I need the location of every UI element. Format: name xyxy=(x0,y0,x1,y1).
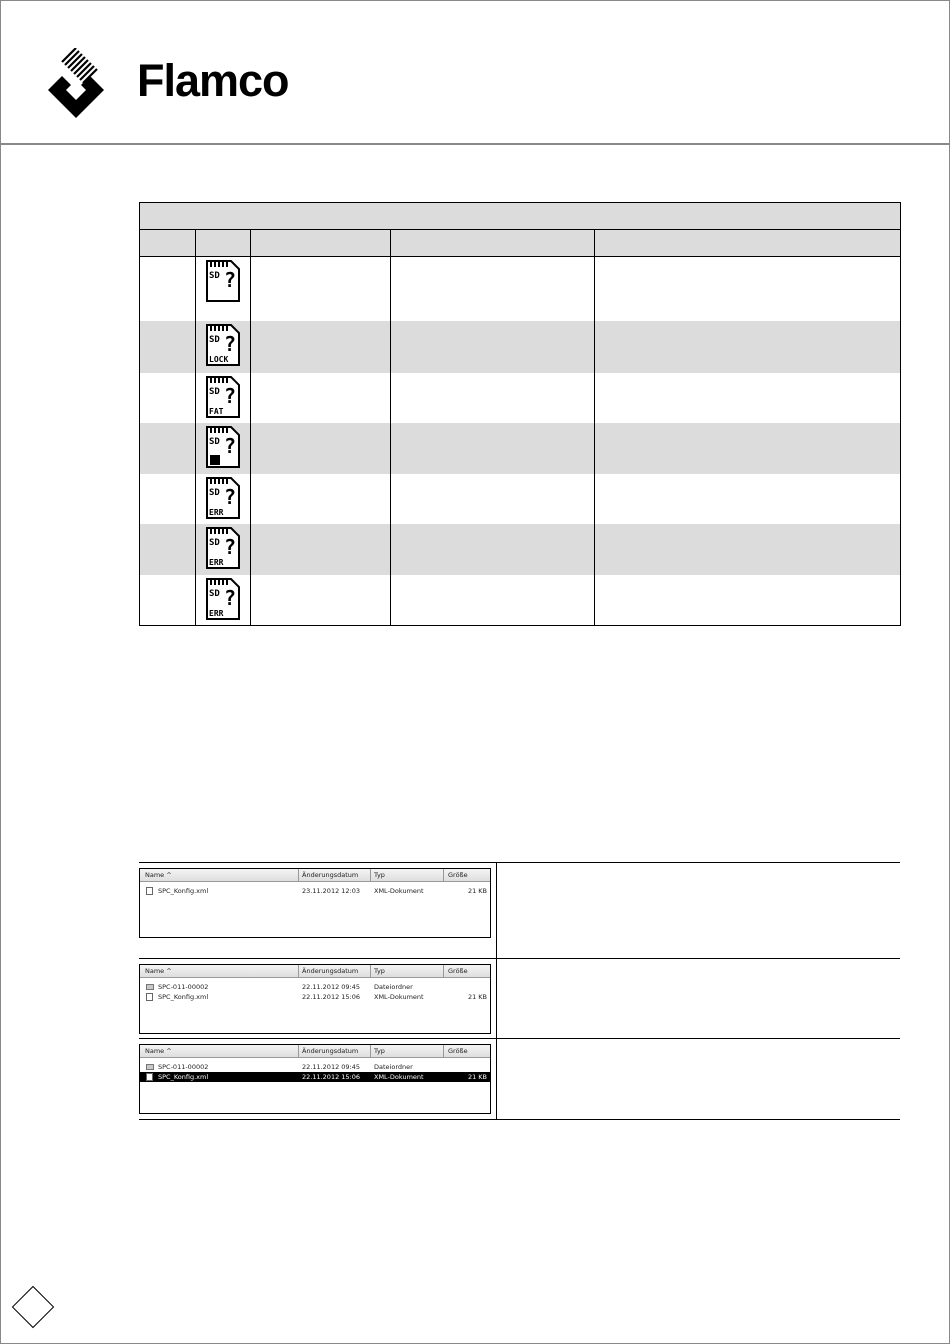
sd-status-table xyxy=(139,202,901,626)
file-explorer-view xyxy=(139,964,491,1034)
column-separator[interactable] xyxy=(443,869,444,881)
brand-name: Flamco xyxy=(137,55,289,106)
table-cell xyxy=(595,321,901,373)
file-name: SPC-011-00002 xyxy=(158,1063,209,1071)
table-row xyxy=(140,257,901,321)
table-row xyxy=(140,474,901,524)
question-mark-glyph: ? xyxy=(224,383,237,408)
file-list-item[interactable] xyxy=(140,992,490,1002)
sd-card-error-icon xyxy=(205,526,241,570)
explorer-column-header xyxy=(140,1045,490,1058)
table-row xyxy=(140,575,901,626)
table-cell xyxy=(251,524,391,575)
file-size: 21 KB xyxy=(467,1073,487,1081)
table-row xyxy=(140,423,901,474)
table-cell xyxy=(595,423,901,474)
table-cell xyxy=(251,257,391,321)
table-cell xyxy=(251,321,391,373)
xml-file-icon xyxy=(146,887,153,895)
sd-label: SD xyxy=(209,537,220,548)
column-separator[interactable] xyxy=(298,1045,299,1057)
folder-views xyxy=(139,862,900,1120)
column-type-header[interactable]: Typ xyxy=(374,1047,385,1055)
header-cell xyxy=(251,230,391,257)
table-cell xyxy=(595,575,901,626)
file-list-item[interactable] xyxy=(140,1072,490,1082)
column-separator[interactable] xyxy=(298,965,299,977)
icon-cell xyxy=(196,321,251,373)
table-cell xyxy=(595,524,901,575)
table-cell xyxy=(140,474,196,524)
sd-card-error-icon xyxy=(205,476,241,520)
table-cell xyxy=(140,257,196,321)
column-size-header[interactable]: Größe xyxy=(448,1047,468,1055)
sd-card-unknown-icon xyxy=(205,259,241,303)
column-separator[interactable] xyxy=(443,965,444,977)
column-date-header[interactable]: Änderungsdatum xyxy=(302,1047,359,1055)
sd-card-error-icon xyxy=(205,577,241,621)
table-row xyxy=(140,321,901,373)
table-row xyxy=(140,373,901,423)
file-name: SPC_Konfig.xml xyxy=(158,993,209,1001)
column-separator[interactable] xyxy=(298,869,299,881)
file-type: XML-Dokument xyxy=(374,1073,424,1081)
table-cell xyxy=(140,423,196,474)
file-size: 21 KB xyxy=(467,887,487,895)
question-mark-glyph: ? xyxy=(224,484,237,509)
file-type: Dateiordner xyxy=(374,983,413,991)
table-cell xyxy=(251,373,391,423)
table-cell xyxy=(140,373,196,423)
header-cell xyxy=(595,230,901,257)
header-cell xyxy=(140,230,196,257)
header-cell xyxy=(196,230,251,257)
icon-cell xyxy=(196,474,251,524)
table-cell xyxy=(595,257,901,321)
sd-sub-label: ERR xyxy=(209,507,224,517)
table-cell xyxy=(391,575,595,626)
icon-cell xyxy=(196,524,251,575)
flamco-logo-icon xyxy=(48,48,104,124)
file-date: 22.11.2012 09:45 xyxy=(302,1063,361,1071)
sd-label: SD xyxy=(209,487,220,498)
sd-card-fat-icon xyxy=(205,375,241,419)
column-type-header[interactable]: Typ xyxy=(374,967,385,975)
sd-card-file-icon xyxy=(205,425,241,469)
table-cell xyxy=(251,575,391,626)
file-type: Dateiordner xyxy=(374,1063,413,1071)
file-type: XML-Dokument xyxy=(374,993,424,1001)
table-cell xyxy=(391,423,595,474)
question-mark-glyph: ? xyxy=(224,585,237,610)
column-date-header[interactable]: Änderungsdatum xyxy=(302,967,359,975)
table-header-row xyxy=(140,230,901,257)
table-cell xyxy=(391,474,595,524)
file-list-item[interactable] xyxy=(140,886,490,896)
sd-label: SD xyxy=(209,436,220,447)
icon-cell xyxy=(196,257,251,321)
file-list-item[interactable] xyxy=(140,1062,490,1072)
question-mark-glyph: ? xyxy=(224,268,237,292)
page-corner-diamond xyxy=(12,1286,54,1328)
table-cell xyxy=(140,575,196,626)
table-cell xyxy=(391,373,595,423)
header-cell xyxy=(391,230,595,257)
file-name: SPC-011-00002 xyxy=(158,983,209,991)
column-separator[interactable] xyxy=(370,1045,371,1057)
folder-icon xyxy=(146,1064,154,1070)
sd-sub-label: ERR xyxy=(209,557,224,567)
table-cell xyxy=(140,321,196,373)
column-separator[interactable] xyxy=(443,1045,444,1057)
sd-label: SD xyxy=(209,588,220,599)
file-list-item[interactable] xyxy=(140,982,490,992)
file-date: 22.11.2012 15:06 xyxy=(302,993,361,1001)
icon-cell xyxy=(196,423,251,474)
explorer-column-header xyxy=(140,965,490,978)
file-explorer-view xyxy=(139,1044,491,1114)
xml-file-icon xyxy=(146,993,153,1001)
table-cell xyxy=(391,321,595,373)
table-cell xyxy=(251,423,391,474)
question-mark-glyph: ? xyxy=(224,433,237,458)
sd-sub-label: ERR xyxy=(209,608,224,618)
xml-file-icon xyxy=(146,1073,153,1081)
file-glyph xyxy=(210,455,220,465)
file-size: 21 KB xyxy=(467,993,487,1001)
column-separator[interactable] xyxy=(370,869,371,881)
table-cell xyxy=(595,474,901,524)
file-date: 22.11.2012 15:06 xyxy=(302,1073,361,1081)
table-title-row xyxy=(140,203,901,230)
column-size-header[interactable]: Größe xyxy=(448,967,468,975)
file-explorer-view xyxy=(139,868,491,938)
column-date-header[interactable]: Änderungsdatum xyxy=(302,871,359,879)
table-cell xyxy=(251,474,391,524)
table-cell xyxy=(595,373,901,423)
sd-sub-label: FAT xyxy=(209,406,224,416)
table-row xyxy=(140,524,901,575)
sd-label: SD xyxy=(209,334,220,345)
explorer-column-header xyxy=(140,869,490,882)
icon-cell xyxy=(196,575,251,626)
sd-sub-label: LOCK xyxy=(209,354,229,364)
sd-card-lock-icon xyxy=(205,323,241,367)
file-date: 23.11.2012 12:03 xyxy=(302,887,361,895)
file-name: SPC_Konfig.xml xyxy=(158,887,209,895)
sd-label: SD xyxy=(209,271,220,281)
column-separator[interactable] xyxy=(370,965,371,977)
column-size-header[interactable]: Größe xyxy=(448,871,468,879)
folder-icon xyxy=(146,984,154,990)
sd-label: SD xyxy=(209,386,220,397)
column-name-header[interactable]: Name ^ xyxy=(145,871,172,879)
column-name-header[interactable]: Name ^ xyxy=(145,967,172,975)
table-cell xyxy=(391,257,595,321)
file-type: XML-Dokument xyxy=(374,887,424,895)
column-type-header[interactable]: Typ xyxy=(374,871,385,879)
question-mark-glyph: ? xyxy=(224,331,237,356)
header-divider xyxy=(0,143,950,145)
column-name-header[interactable]: Name ^ xyxy=(145,1047,172,1055)
table-cell xyxy=(140,524,196,575)
table-cell xyxy=(391,524,595,575)
question-mark-glyph: ? xyxy=(224,534,237,559)
icon-cell xyxy=(196,373,251,423)
file-name: SPC_Konfig.xml xyxy=(158,1073,209,1081)
folder-views-divider xyxy=(496,862,497,1120)
file-date: 22.11.2012 09:45 xyxy=(302,983,361,991)
folder-views-bottom-line xyxy=(139,1119,900,1120)
